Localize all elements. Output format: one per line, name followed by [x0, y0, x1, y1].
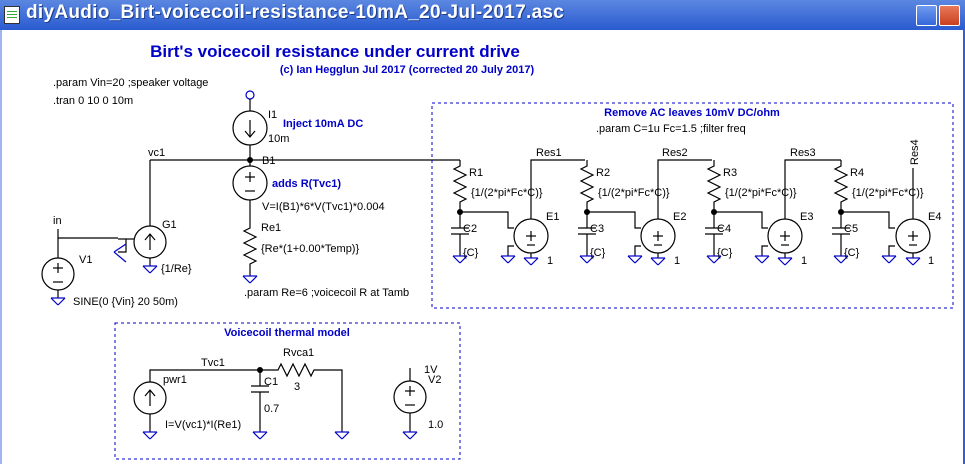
tran-directive[interactable]: .tran 0 10 0 10m — [53, 95, 134, 107]
E1-gain: 1 — [547, 255, 554, 267]
V2-label: V2 — [428, 374, 442, 386]
schematic-title: Birt's voicecoil resistance under current drive — [150, 42, 520, 61]
R1-value: {1/(2*pi*Fc*C)} — [471, 187, 543, 199]
B1-label: B1 — [262, 155, 276, 167]
C1-value: 0.7 — [264, 403, 280, 415]
net-label-in[interactable]: in — [53, 215, 62, 227]
E1-label: E1 — [546, 211, 560, 223]
R3-label: R3 — [723, 167, 738, 179]
C3-value: {C} — [590, 247, 606, 259]
C5-label: C5 — [844, 223, 859, 235]
voltage-source-V2[interactable] — [394, 368, 426, 439]
resistor-Re1[interactable] — [243, 222, 257, 283]
voltage-source-V1[interactable] — [42, 238, 74, 305]
I1-label: I1 — [268, 109, 278, 121]
ac-box-title: Remove AC leaves 10mV DC/ohm — [604, 107, 780, 119]
B1-expression: V=I(B1)*6*V(Tvc1)*0.004 — [262, 201, 385, 213]
net-label-res1[interactable]: Res1 — [536, 147, 562, 159]
R4-value: {1/(2*pi*Fc*C)} — [852, 187, 924, 199]
net-label-pwr1[interactable]: pwr1 — [163, 374, 187, 386]
ac-box-param[interactable]: .param C=1u Fc=1.5 ;filter freq — [596, 123, 746, 135]
current-source-I1[interactable] — [233, 91, 267, 160]
C4-value: {C} — [717, 247, 733, 259]
G1-label: G1 — [162, 219, 177, 231]
Re1-label: Re1 — [261, 222, 282, 234]
V1-value: SINE(0 {Vin} 20 50m) — [73, 296, 178, 308]
param-re-directive[interactable]: .param Re=6 ;voicecoil R at Tamb — [244, 287, 410, 299]
E2-label: E2 — [673, 211, 687, 223]
R4-label: R4 — [850, 167, 865, 179]
schematic-subtitle: (c) Ian Hegglun Jul 2017 (corrected 20 July 2017) — [279, 64, 535, 76]
R2-value: {1/(2*pi*Fc*C)} — [598, 187, 670, 199]
net-label-vc1[interactable]: vc1 — [148, 147, 166, 159]
R2-label: R2 — [596, 167, 611, 179]
I1-note: Inject 10mA DC — [283, 118, 364, 130]
Re1-value: {Re*(1+0.00*Temp)} — [261, 243, 360, 255]
C2-label: C2 — [463, 223, 478, 235]
C4-label: C4 — [717, 223, 732, 235]
E3-gain: 1 — [801, 255, 808, 267]
resistor-Rvca1[interactable] — [270, 364, 349, 439]
E4-label: E4 — [928, 211, 942, 223]
thermal-model-title: Voicecoil thermal model — [224, 327, 350, 339]
C2-value: {C} — [463, 247, 479, 259]
I1-value: 10m — [268, 133, 290, 145]
net-label-res4[interactable]: Res4 — [909, 139, 921, 165]
param-vin-directive[interactable]: .param Vin=20 ;speaker voltage — [53, 77, 209, 89]
C5-value: {C} — [844, 247, 860, 259]
C1-label: C1 — [264, 376, 279, 388]
net-label-tvc1[interactable]: Tvc1 — [201, 357, 225, 369]
E4-gain: 1 — [928, 255, 935, 267]
net-label-res3[interactable]: Res3 — [790, 147, 816, 159]
V1-label: V1 — [79, 254, 93, 266]
R3-value: {1/(2*pi*Fc*C)} — [725, 187, 797, 199]
E2-gain: 1 — [674, 255, 681, 267]
vccs-G1[interactable] — [114, 226, 166, 273]
C3-label: C3 — [590, 223, 605, 235]
E3-label: E3 — [800, 211, 814, 223]
Rvca1-label: Rvca1 — [283, 347, 315, 359]
V2-net-label[interactable]: 1V — [424, 364, 438, 376]
R1-label: R1 — [469, 167, 484, 179]
Rvca1-value: 3 — [294, 381, 301, 393]
B1-note: adds R(Tvc1) — [272, 178, 342, 190]
V2-value: 1.0 — [428, 419, 444, 431]
window-title: diyAudio_Birt-voicecoil-resistance-10mA_20-Jul-2017.asc — [26, 2, 565, 23]
current-source-pwr[interactable] — [134, 382, 166, 439]
net-label-res2[interactable]: Res2 — [662, 147, 688, 159]
G1-value: {1/Re} — [161, 263, 192, 275]
pwr-expression: I=V(vc1)*I(Re1) — [165, 419, 242, 431]
